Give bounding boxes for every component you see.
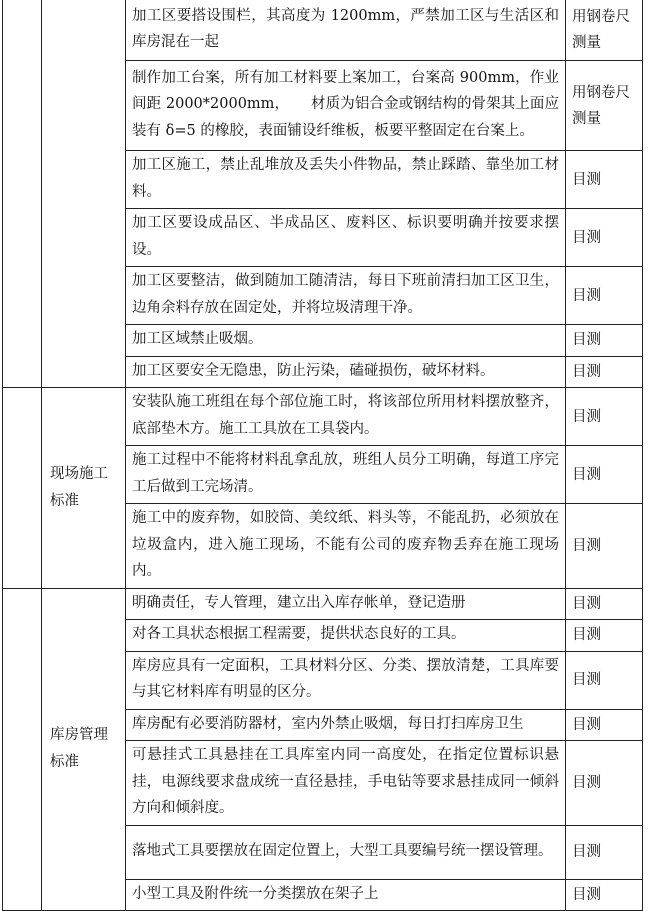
requirement-cell: 加工区施工，禁止乱堆放及丢失小件物品，禁止踩踏、靠坐加工材料。 bbox=[126, 151, 566, 209]
requirement-cell: 制作加工台案，所有加工材料要上案加工，台案高 900mm，作业间距 2000*2000mm， 材质为铝合金或钢结构的骨架其上面应装有 δ=5 的橡胶，表面铺设纤维板，板要平整固定在台案上。 bbox=[126, 61, 566, 151]
inspection-method-cell: 目测 bbox=[566, 879, 643, 911]
section-title: 库房管理标准 bbox=[50, 727, 108, 771]
requirement-cell: 明确责任，专人管理，建立出入库存帐单，登记造册 bbox=[126, 588, 566, 620]
requirement-cell: 加工区要搭设围栏，其高度为 1200mm，严禁加工区与生活区和库房混在一起 bbox=[126, 0, 566, 61]
index-cell bbox=[3, 0, 42, 388]
section-title-cell bbox=[42, 0, 126, 388]
inspection-method-cell: 目测 bbox=[566, 651, 643, 709]
section-title-cell bbox=[42, 388, 126, 589]
section-title-cell bbox=[42, 588, 126, 911]
requirement-cell: 落地式工具要摆放在固定位置上，大型工具要编号统一摆设管理。 bbox=[126, 825, 566, 879]
inspection-method-cell: 目测 bbox=[566, 825, 643, 879]
inspection-method-cell: 目测 bbox=[566, 151, 643, 209]
requirement-cell: 加工区域禁止吸烟。 bbox=[126, 325, 566, 357]
table-row bbox=[3, 388, 643, 446]
inspection-method-cell: 目测 bbox=[566, 741, 643, 826]
inspection-method-cell: 目测 bbox=[566, 325, 643, 357]
requirement-cell: 施工过程中不能将材料乱拿乱放，班组人员分工明确，每道工序完工后做到工完场清。 bbox=[126, 446, 566, 504]
requirement-cell: 加工区要整洁，做到随加工随清洁，每日下班前清扫加工区卫生，边角余料存放在固定处，并将垃圾清理干净。 bbox=[126, 267, 566, 325]
inspection-method-cell: 目测 bbox=[566, 209, 643, 267]
inspection-method-cell: 目测 bbox=[566, 620, 643, 652]
inspection-method-cell: 目测 bbox=[566, 504, 643, 589]
inspection-method-cell: 目测 bbox=[566, 446, 643, 504]
standards-table-body bbox=[3, 0, 643, 911]
requirement-cell: 库房配有必要消防器材，室内外禁止吸烟，每日打扫库房卫生 bbox=[126, 709, 566, 741]
inspection-method-cell: 用钢卷尺测量 bbox=[566, 61, 643, 151]
requirement-cell: 施工中的废弃物，如胶筒、美纹纸、料头等，不能乱扔，必须放在垃圾盒内，进入施工现场，不能有公司的废弃物丢弃在施工现场内。 bbox=[126, 504, 566, 589]
index-cell bbox=[3, 588, 42, 911]
standards-table bbox=[2, 0, 643, 911]
requirement-cell: 对各工具状态根据工程需要，提供状态良好的工具。 bbox=[126, 620, 566, 652]
requirement-cell: 加工区要安全无隐患，防止污染，磕碰损伤，破坏材料。 bbox=[126, 356, 566, 388]
inspection-method-cell: 目测 bbox=[566, 709, 643, 741]
requirement-cell: 可悬挂式工具悬挂在工具库室内同一高度处，在指定位置标识悬挂，电源线要求盘成统一直径悬挂，手电钻等要求悬挂成同一倾斜方向和倾斜度。 bbox=[126, 741, 566, 826]
table-row bbox=[3, 0, 643, 61]
section-title: 现场施工标准 bbox=[50, 465, 108, 509]
index-cell bbox=[3, 388, 42, 589]
inspection-method-cell: 目测 bbox=[566, 267, 643, 325]
table-row bbox=[3, 588, 643, 620]
requirement-cell: 加工区要设成品区、半成品区、废料区、标识要明确并按要求摆设。 bbox=[126, 209, 566, 267]
requirement-cell: 小型工具及附件统一分类摆放在架子上 bbox=[126, 879, 566, 911]
requirement-cell: 安装队施工班组在每个部位施工时，将该部位所用材料摆放整齐，底部垫木方。施工工具放在工具袋内。 bbox=[126, 388, 566, 446]
inspection-method-cell: 目测 bbox=[566, 388, 643, 446]
inspection-method-cell: 目测 bbox=[566, 356, 643, 388]
inspection-method-cell: 目测 bbox=[566, 588, 643, 620]
requirement-cell: 库房应具有一定面积，工具材料分区、分类、摆放清楚，工具库要与其它材料库有明显的区分。 bbox=[126, 651, 566, 709]
inspection-method-cell: 用钢卷尺测量 bbox=[566, 0, 643, 61]
